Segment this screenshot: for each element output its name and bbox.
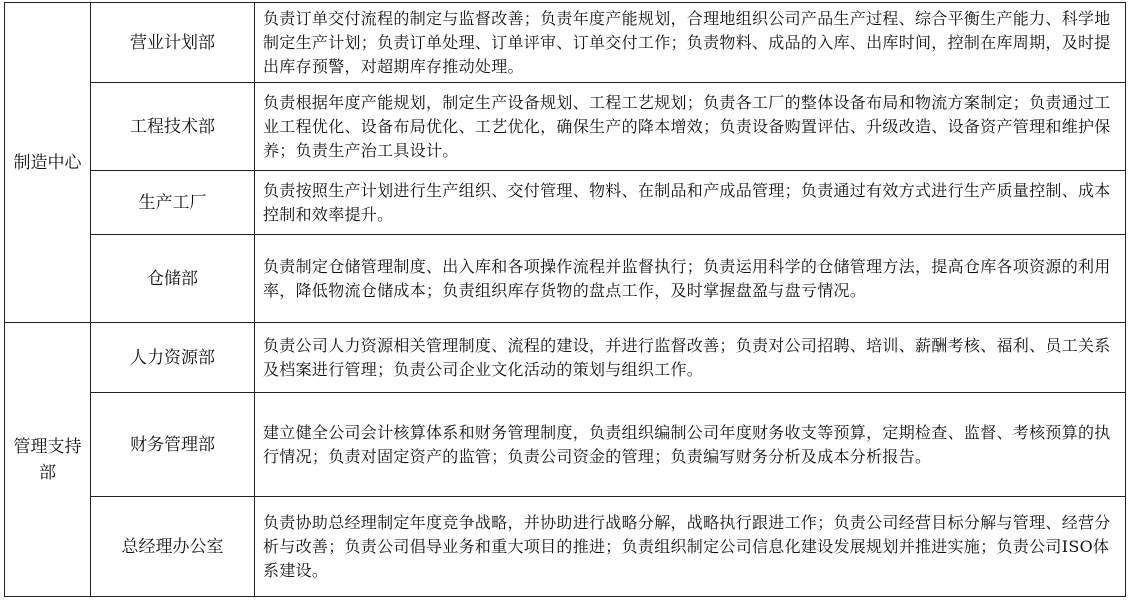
table-row [5, 393, 1126, 497]
department-duties: 负责按照生产计划进行生产组织、交付管理、物料、在制品和产成品管理；负责通过有效方式进行生产质量控制、成本控制和效率提升。 [255, 171, 1126, 235]
department-duties: 负责根据年度产能规划，制定生产设备规划、工程工艺规划；负责各工厂的整体设备布局和物流方案制定；负责通过工业工程优化、设备布局优化、工艺优化，确保生产的降本增效；负责设备购置评估、升级改造、设备资产管理和维护保养；负责生产治工具设计。 [255, 83, 1126, 171]
table-row [5, 497, 1126, 597]
center-cell [5, 323, 91, 597]
table-row [5, 235, 1126, 323]
department-name: 生产工厂 [91, 171, 255, 235]
department-duties: 负责协助总经理制定年度竞争战略，并协助进行战略分解，战略执行跟进工作；负责公司经营目标分解与管理、经营分析与改善；负责公司倡导业务和重大项目的推进；负责组织制定公司信息化建设发展规划并推进实施；负责公司ISO体系建设。 [255, 497, 1126, 597]
department-name: 仓储部 [91, 235, 255, 323]
org-duties-table-wrapper [4, 2, 1126, 596]
center-cell [5, 3, 91, 323]
department-name: 工程技术部 [91, 83, 255, 171]
org-duties-table [4, 2, 1126, 597]
department-name: 总经理办公室 [91, 497, 255, 597]
table-row [5, 3, 1126, 83]
table-row [5, 171, 1126, 235]
department-name: 财务管理部 [91, 393, 255, 497]
center-label: 制造中心 [13, 152, 82, 173]
department-duties: 建立健全公司会计核算体系和财务管理制度，负责组织编制公司年度财务收支等预算，定期检查、监督、考核预算的执行情况；负责对固定资产的监管；负责公司资金的管理；负责编写财务分析及成本分析报告。 [255, 393, 1126, 497]
center-label: 管理支持部 [13, 436, 82, 483]
department-duties: 负责公司人力资源相关管理制度、流程的建设，并进行监督改善；负责对公司招聘、培训、薪酬考核、福利、员工关系及档案进行管理；负责公司企业文化活动的策划与组织工作。 [255, 323, 1126, 393]
table-row [5, 323, 1126, 393]
department-duties: 负责制定仓储管理制度、出入库和各项操作流程并监督执行；负责运用科学的仓储管理方法，提高仓库各项资源的利用率，降低物流仓储成本；负责组织库存货物的盘点工作，及时掌握盘盈与盘亏情况。 [255, 235, 1126, 323]
department-duties: 负责订单交付流程的制定与监督改善；负责年度产能规划，合理地组织公司产品生产过程、综合平衡生产能力、科学地制定生产计划；负责订单处理、订单评审、订单交付工作；负责物料、成品的入库、出库时间，控制在库周期，及时提出库存预警，对超期库存推动处理。 [255, 3, 1126, 83]
department-name: 人力资源部 [91, 323, 255, 393]
table-row [5, 83, 1126, 171]
department-name: 营业计划部 [91, 3, 255, 83]
